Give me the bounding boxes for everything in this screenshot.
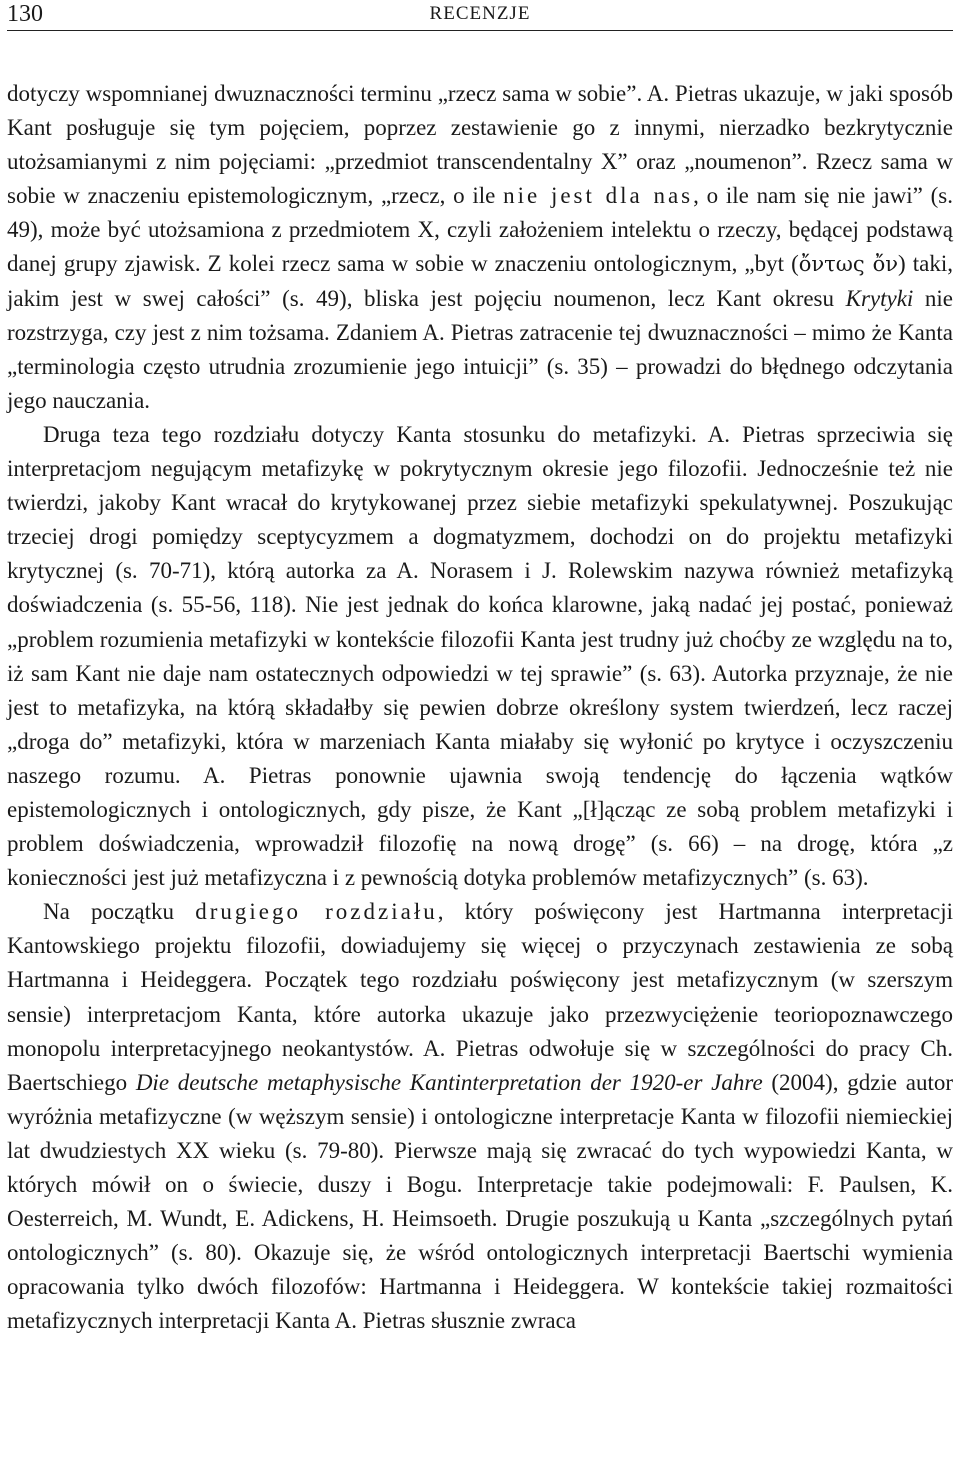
page-number: 130	[7, 1, 43, 27]
text-segment-spaced: nie jest dla nas	[503, 183, 694, 209]
paragraph-2	[7, 418, 953, 895]
text-segment: (2004), gdzie autor wyróżnia metafizyczne (w węższym sensie) i ontologiczne interpretacje Kanta w filozofii niemieckiej lat dwudziestych XX wieku (s. 79-80). Pierwsze mają się zwracać do tych wypowiedzi Kanta, w których mówił on o świecie, duszy i Bogu. Interpretacje takie podejmowali: F. Paulsen, K. Oesterreich, M. Wundt, E. Adickens, H. Heimsoeth. Drugie poszukują u Kanta „szczególnych pytań ontologicznych” (s. 80). Okazuje się, że wśród ontologicznych interpretacji Baertschi wymienia opracowania tylko dwóch filozofów: Hartmanna i Heideggera. W kontekście takiej rozmaitości metafizycznych interpretacji Kanta A. Pietras słusznie zwraca	[7, 1069, 953, 1334]
text-segment: Na początku	[43, 899, 196, 925]
text-segment: ) taki, jakim jest w swej całości” (s. 49), bliska jest pojęciu noumenon, lecz Kant okresu	[7, 251, 954, 311]
body-text	[7, 77, 953, 1338]
text-segment: Druga teza tego rozdziału dotyczy Kanta stosunku do metafizyki. A. Pietras sprzeciwia się interpretacjom negującym metafizykę w pokrytycznym okresie jego filozofii. Jednocześnie też nie twierdzi, jakoby Kant wracał do krytykowanej przez siebie metafizyki spekulatywnej. Poszukując trzeciej drogi pomiędzy sceptycyzmem a dogmatyzmem, dochodzi on do projektu metafizyki krytycznej (s. 70-71), którą autorka za A. Norasem i J. Rolewskim nazywa również metafizyką doświadczenia (s. 55-56, 118). Nie jest jednak do końca klarowne, jaką nadać jej postać, ponieważ „problem rozumienia metafizyki w kontekście filozofii Kanta jest trudny już choćby ze względu na to, iż sam Kant nie daje nam ostatecznych odpowiedzi w tej sprawie” (s. 63). Autorka przyznaje, że nie jest to metafizyka, na którą składałby się pewien dobrze określony system twierdzeń, lecz raczej „droga do” metafizyki, która w marzeniach Kanta miałaby się wyłonić po krytyce i oczyszczeniu naszego rozumu. A. Pietras ponownie ujawnia swoją tendencję do łączenia wątków epistemologicznych i ontologicznych, gdy pisze, że Kant „[ł]ącząc ze sobą problem metafizyki i problem doświadczenia, wprowadził filozofię na nową drogę” (s. 66) – na drogę, która „z konieczności jest już metafizyczna i z pewnością dotyka problemów metafizycznych” (s. 63).	[7, 421, 953, 891]
text-segment-italic: Die deutsche metaphysische Kantinterpretation der 1920-er Jahre	[135, 1069, 763, 1095]
page-header	[7, 0, 953, 31]
text-segment: , który poświęcony jest Hartmanna interpretacji Kantowskiego projektu filozofii, dowiadujemy się więcej o przyczynach zestawienia ze sobą Hartmanna i Heideggera. Początek tego rozdziału poświęcony jest metafizycznym (w szerszym sensie) interpretacjom Kanta, które autorka ukazuje jako przezwyciężenie teoriopoznawczego monopolu interpretacyjnego neokantystów. A. Pietras odwołuje się w szczególności do pracy Ch. Baertschiego	[7, 899, 954, 1095]
text-segment-spaced: drugiego rozdziału	[195, 899, 438, 925]
text-segment-italic: Krytyki	[845, 285, 914, 311]
text-segment: dotyczy wspomnianej dwuznaczności terminu „rzecz sama w sobie”. A. Pietras ukazuje, w jaki sposób Kant posługuje się tym pojęciem, poprzez zestawienie go z innymi, nierzadko bezkrytycznie utożsamianymi z nim pojęciami: „przedmiot transcendentalny X” oraz „noumenon”. Rzecz sama w sobie w znaczeniu epistemologicznym, „rzecz, o ile	[7, 81, 953, 209]
paragraph-3	[7, 895, 953, 1338]
text-segment: nie rozstrzyga, czy jest z nim tożsama. Zdaniem A. Pietras zatracenie tej dwuznaczności – mimo że Kanta „terminologia często utrudnia zrozumienie jego intuicji” (s. 35) – prowadzi do błędnego odczytania jego nauczania.	[7, 285, 953, 413]
text-segment: , o ile nam się nie jawi” (s. 49), może być utożsamiona z przedmiotem X, czyli założeniem intelektu o rzeczy, będącej podstawą danej grupy zjawisk. Z kolei rzecz sama w sobie w znaczeniu ontologicznym, „byt (	[7, 183, 953, 277]
paragraph-1	[7, 77, 953, 418]
running-head: RECENZJE	[429, 3, 531, 24]
text-segment-greek: ὄντως ὄν	[798, 252, 899, 277]
